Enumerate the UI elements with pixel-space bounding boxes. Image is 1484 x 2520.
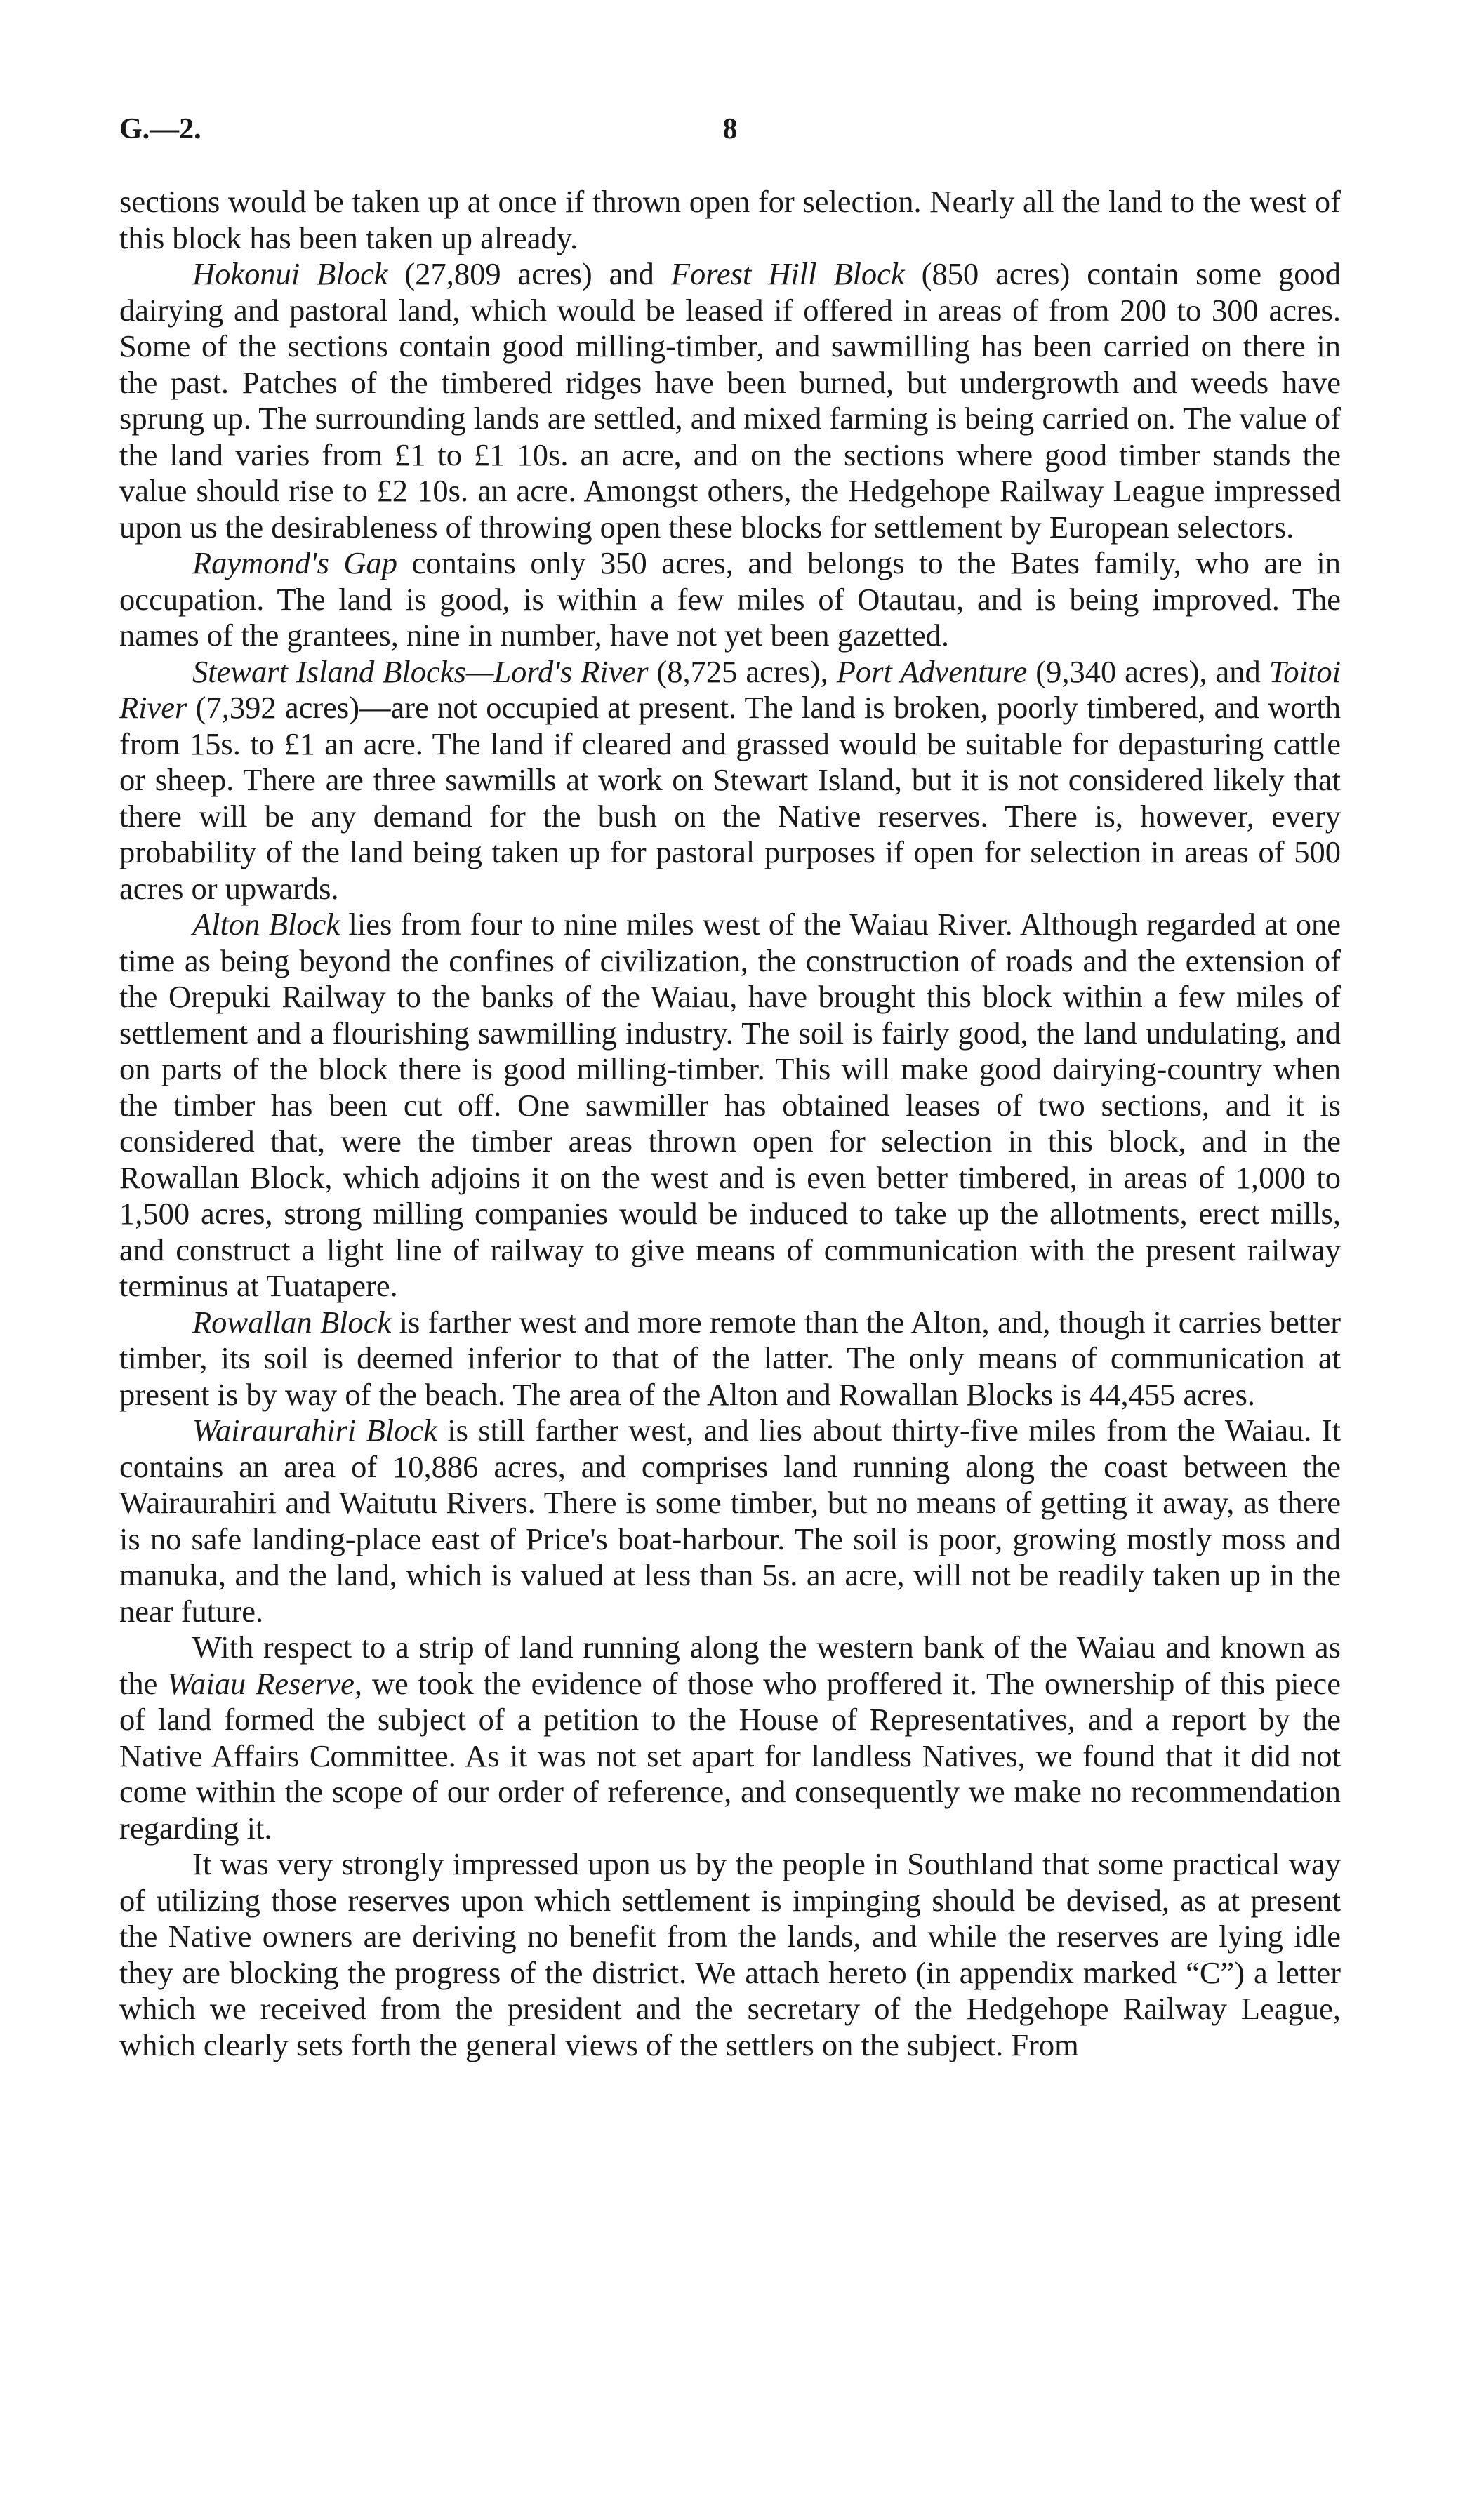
text-run: It was very strongly impressed upon us by the people in Southland that some practical way of utilizing those reserves upon which settlement is impinging should be devised, as at present the Native owners are deriving no benefit from the lands, and while the reserves are lying idle they are blocking the progress of the district. We attach hereto (in appendix marked “C”) a letter which we received from the president and the secretary of the Hedgehope Railway League, which clearly sets forth the general views of the settlers on the subject. From [119,1846,1341,2062]
text-run: (9,340 acres), and [1027,653,1269,689]
block-name: Wairaurahiri Block [192,1413,437,1448]
block-name: Hokonui Block [192,256,388,291]
paragraph [119,907,1341,1305]
paragraph [119,256,1341,545]
page-header [119,112,1341,154]
page-number: 8 [722,113,738,145]
text-run: sections would be taken up at once if thrown open for selection. Nearly all the land to the west of this block has been taken up already. [119,184,1341,255]
block-name: Forest Hill Block [670,256,905,291]
block-name: Rowallan Block [192,1304,392,1340]
block-name: Port Adventure [836,653,1028,689]
paragraph [119,654,1341,907]
text-run: (8,725 acres), [648,653,837,689]
block-name: Raymond's Gap [192,545,398,580]
paragraph [119,1305,1341,1413]
text-run: , we took the evidence of those who proffered it. The ownership of this piece of land formed the subject of a petition to the House of Representatives, and a report by the Native Affairs Committee. As it was not set apart for landless Natives, we found that it did not come within the scope of our order of reference, and consequently we make no recommendation regarding it. [119,1665,1341,1846]
paragraph [119,1629,1341,1846]
report-code: G.—2. [119,113,201,145]
body-text [119,184,1341,2063]
text-run: (27,809 acres) and [387,256,671,291]
text-run: (7,392 acres)—are not occupied at present. The land is broken, poorly timbered, and worth from 15s. to £1 an acre. The land if cleared and grassed would be suitable for depasturing cattle or sheep. There are three sawmills at work on Stewart Island, but it is not considered likely that there will be any demand for the bush on the Native reserves. There is, however, every probability of the land being taken up for pastoral purposes if open for selection in areas of 500 acres or upwards. [119,690,1341,906]
text-run: With respect to a strip of land running along the western bank of the Waiau and known as the [119,1629,1341,1701]
paragraph [119,1413,1341,1629]
text-run: is farther west and more remote than the Alton, and, though it carries better timber, its soil is deemed inferior to that of the latter. The only means of communication at present is by way of the beach. The area of the Alton and Rowallan Blocks is 44,455 acres. [119,1304,1341,1412]
block-name: Waiau Reserve [167,1665,355,1701]
text-run: is still farther west, and lies about thirty-five miles from the Waiau. It contains an area of 10,886 acres, and comprises land running along the coast between the Wairaurahiri and Waitutu Rivers. There is some timber, but no means of getting it away, as there is no safe landing-place east of Price's boat-harbour. The soil is poor, growing mostly moss and manuka, and the land, which is valued at less than 5s. an acre, will not be readily taken up in the near future. [119,1413,1341,1629]
block-name: Stewart Island Blocks—Lord's River [192,653,649,689]
text-run: lies from four to nine miles west of the Waiau River. Although regarded at one time as being beyond the confines of civilization, the construction of roads and the extension of the Orepuki Railway to the banks of the Waiau, have brought this block within a few miles of settlement and a flourishing sawmilling industry. The soil is fairly good, the land undulating, and on parts of the block there is good milling-timber. This will make good dairying-country when the timber has been cut off. One sawmiller has obtained leases of two sections, and it is considered that, were the timber areas thrown open for selection in this block, and in the Rowallan Block, which adjoins it on the west and is even better timbered, in areas of 1,000 to 1,500 acres, strong milling companies would be induced to take up the allotments, erect mills, and construct a light line of railway to give means of communication with the present railway terminus at Tuatapere. [119,907,1341,1303]
text-run: (850 acres) contain some good dairying and pastoral land, which would be leased if offered in areas of from 200 to 300 acres. Some of the sections contain good milling-timber, and sawmilling has been carried on there in the past. Patches of the timbered ridges have been burned, but undergrowth and weeds have sprung up. The surrounding lands are settled, and mixed farming is being carried on. The value of the land varies from £1 to £1 10s. an acre, and on the sections where good timber stands the value should rise to £2 10s. an acre. Amongst others, the Hedgehope Railway League impressed upon us the desirableness of throwing open these blocks for settlement by European selectors. [119,256,1341,545]
paragraph [119,1846,1341,2063]
text-run: contains only 350 acres, and belongs to the Bates family, who are in occupation. The land is good, is within a few miles of Otautau, and is being improved. The names of the grantees, nine in number, have not yet been gazetted. [119,545,1341,653]
block-name: Alton Block [192,907,340,942]
block-name: Toitoi River [119,653,1341,725]
paragraph [119,545,1341,654]
paragraph [119,184,1341,256]
